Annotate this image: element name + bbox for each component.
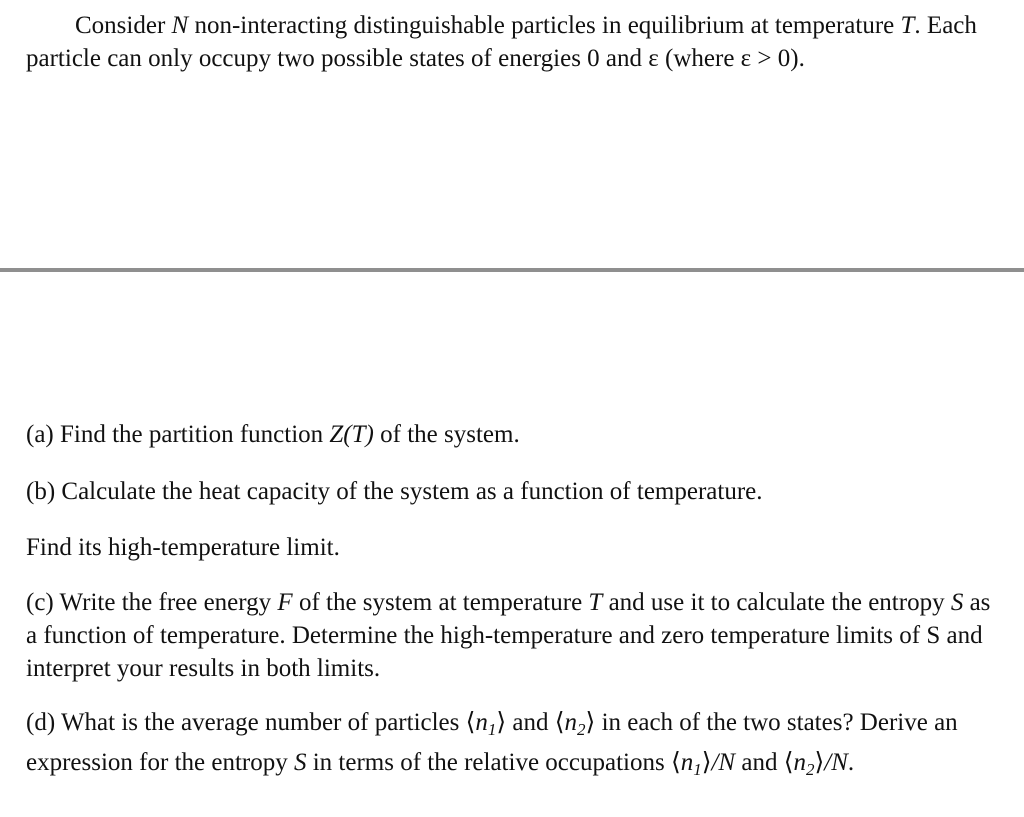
var-T: T <box>900 12 915 39</box>
var-Z: Z(T) <box>329 421 374 448</box>
question-c: (c) Write the free energy F of the system at temperature T and use it to calculate the entropy S as a function of temperature. Determine the high-temperature and zero temperature limits of S and interpret your results in both limits. <box>26 589 991 682</box>
question-b: (b) Calculate the heat capacity of the system as a function of temperature. <box>26 478 763 505</box>
var-S: S <box>293 749 307 776</box>
question-a: (a) Find the partition function Z(T) of the system. <box>26 421 520 448</box>
var-F: F <box>277 589 293 616</box>
divider <box>0 268 1024 272</box>
question-b-limit: Find its high-temperature limit. <box>26 534 340 561</box>
var-N: N <box>171 12 189 39</box>
var-T: T <box>588 589 603 616</box>
problem-statement: Consider N non-interacting distinguishable particles in equilibrium at temperature T. Each particle can only occupy two possible states of energies 0 and ε (where ε > 0). <box>26 12 977 72</box>
var-S: S <box>950 589 964 616</box>
var-n: n <box>475 709 488 736</box>
question-d: (d) What is the average number of particles $⟨n_1⟩$ and $⟨n_2⟩$ in each of the two states? Derive an expression for the entropy S in terms of the relative occupations $⟨n_1⟩/N$ and $⟨n_2⟩/N$. <box>26 709 958 779</box>
